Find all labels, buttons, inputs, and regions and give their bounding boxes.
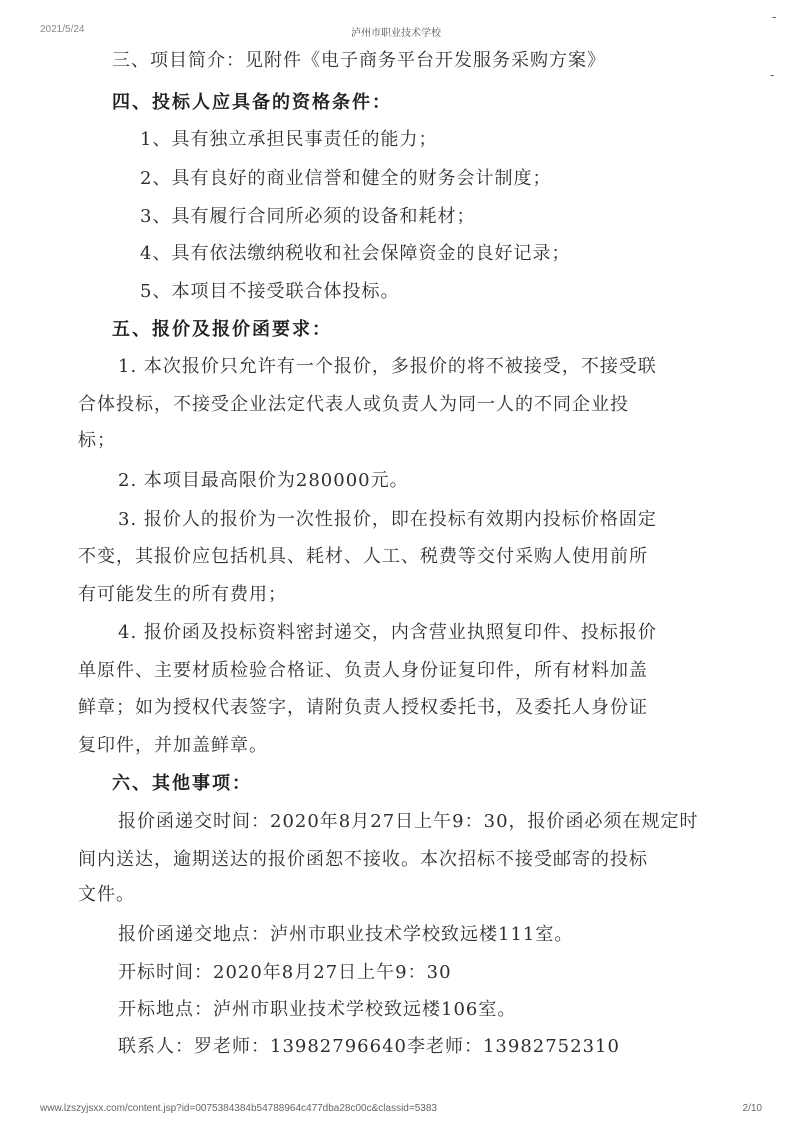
quotation-paragraph-line: 3. 报价人的报价为一次性报价，即在投标有效期内投标价格固定	[118, 509, 657, 530]
footer-page-number: 2/10	[742, 1103, 762, 1114]
quotation-paragraph-line: 复印件，并加盖鲜章。	[78, 735, 268, 756]
submission-location: 报价函递交地点：泸州市职业技术学校致远楼111室。	[118, 924, 574, 945]
quotation-paragraph-line: 不变，其报价应包括机具、耗材、人工、税费等交付采购人使用前所	[78, 546, 648, 567]
section-heading-other: 六、其他事项：	[112, 773, 252, 794]
project-intro: 三、项目简介：见附件《电子商务平台开发服务采购方案》	[112, 50, 606, 71]
submission-time-line: 报价函递交时间：2020年8月27日上午9：30，报价函必须在规定时	[118, 811, 699, 832]
qualification-item: 2、具有良好的商业信誉和健全的财务会计制度；	[140, 168, 552, 189]
quotation-paragraph-line: 4. 报价函及投标资料密封递交，内含营业执照复印件、投标报价	[118, 622, 657, 643]
quotation-paragraph-line: 标；	[78, 430, 116, 451]
opening-time: 开标时间：2020年8月27日上午9：30	[118, 962, 452, 983]
submission-time-line: 间内送达，逾期送达的报价函恕不接收。本次招标不接受邮寄的投标	[78, 849, 648, 870]
scan-mark-top: -	[772, 10, 777, 24]
opening-location: 开标地点：泸州市职业技术学校致远楼106室。	[118, 999, 517, 1020]
submission-time-line: 文件。	[78, 884, 135, 905]
footer-url: www.lzszyjsxx.com/content.jsp?id=0075384384b54788964c477dba28c00c&classid=5383	[40, 1103, 437, 1114]
price-limit-line: 2. 本项目最高限价为280000元。	[118, 470, 409, 491]
contact-person: 联系人：罗老师：13982796640李老师：13982752310	[118, 1036, 620, 1057]
qualification-item: 5、本项目不接受联合体投标。	[140, 281, 400, 302]
section-heading-qualifications: 四、投标人应具备的资格条件：	[112, 92, 392, 113]
scan-mark-side: -	[770, 68, 775, 82]
section-heading-quotation: 五、报价及报价函要求：	[112, 319, 332, 340]
quotation-paragraph-line: 1. 本次报价只允许有一个报价，多报价的将不被接受，不接受联	[118, 356, 657, 377]
quotation-paragraph-line: 有可能发生的所有费用；	[78, 584, 287, 605]
header-title: 泸州市职业技术学校	[351, 28, 441, 39]
quotation-paragraph-line: 单原件、主要材质检验合格证、负责人身份证复印件，所有材料加盖	[78, 660, 648, 681]
header-date: 2021/5/24	[40, 24, 85, 35]
qualification-item: 1、具有独立承担民事责任的能力；	[140, 129, 438, 150]
qualification-item: 4、具有依法缴纳税收和社会保障资金的良好记录；	[140, 243, 571, 264]
qualification-item: 3、具有履行合同所必须的设备和耗材；	[140, 206, 476, 227]
quotation-paragraph-line: 合体投标，不接受企业法定代表人或负责人为同一人的不同企业投	[78, 394, 629, 415]
quotation-paragraph-line: 鲜章；如为授权代表签字，请附负责人授权委托书，及委托人身份证	[78, 697, 648, 718]
